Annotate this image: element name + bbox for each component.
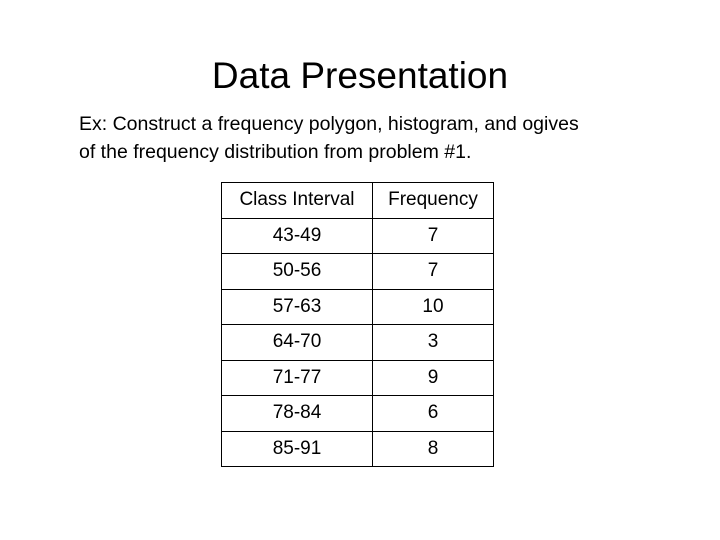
table-header-row (222, 183, 494, 219)
table-row (222, 325, 494, 361)
interval-cell: 43-49 (222, 218, 373, 254)
frequency-cell: 6 (373, 396, 494, 432)
table-row (222, 289, 494, 325)
body-line-2: of the frequency distribution from problem #1. (79, 141, 472, 163)
slide-title: Data Presentation (211, 55, 509, 96)
body-line-1: Ex: Construct a frequency polygon, histogram, and ogives (79, 113, 579, 135)
frequency-cell: 10 (373, 289, 494, 325)
frequency-cell: 8 (373, 431, 494, 467)
table-row (222, 218, 494, 254)
frequency-table (221, 182, 494, 467)
table-row (222, 431, 494, 467)
frequency-cell: 7 (373, 254, 494, 290)
table-row (222, 396, 494, 432)
slide-body-text (79, 110, 679, 166)
interval-cell: 85-91 (222, 431, 373, 467)
header-frequency: Frequency (373, 183, 494, 219)
interval-cell: 64-70 (222, 325, 373, 361)
interval-cell: 57-63 (222, 289, 373, 325)
table-row (222, 360, 494, 396)
frequency-cell: 7 (373, 218, 494, 254)
interval-cell: 50-56 (222, 254, 373, 290)
interval-cell: 71-77 (222, 360, 373, 396)
table-row (222, 254, 494, 290)
frequency-cell: 3 (373, 325, 494, 361)
header-class-interval: Class Interval (222, 183, 373, 219)
frequency-cell: 9 (373, 360, 494, 396)
interval-cell: 78-84 (222, 396, 373, 432)
